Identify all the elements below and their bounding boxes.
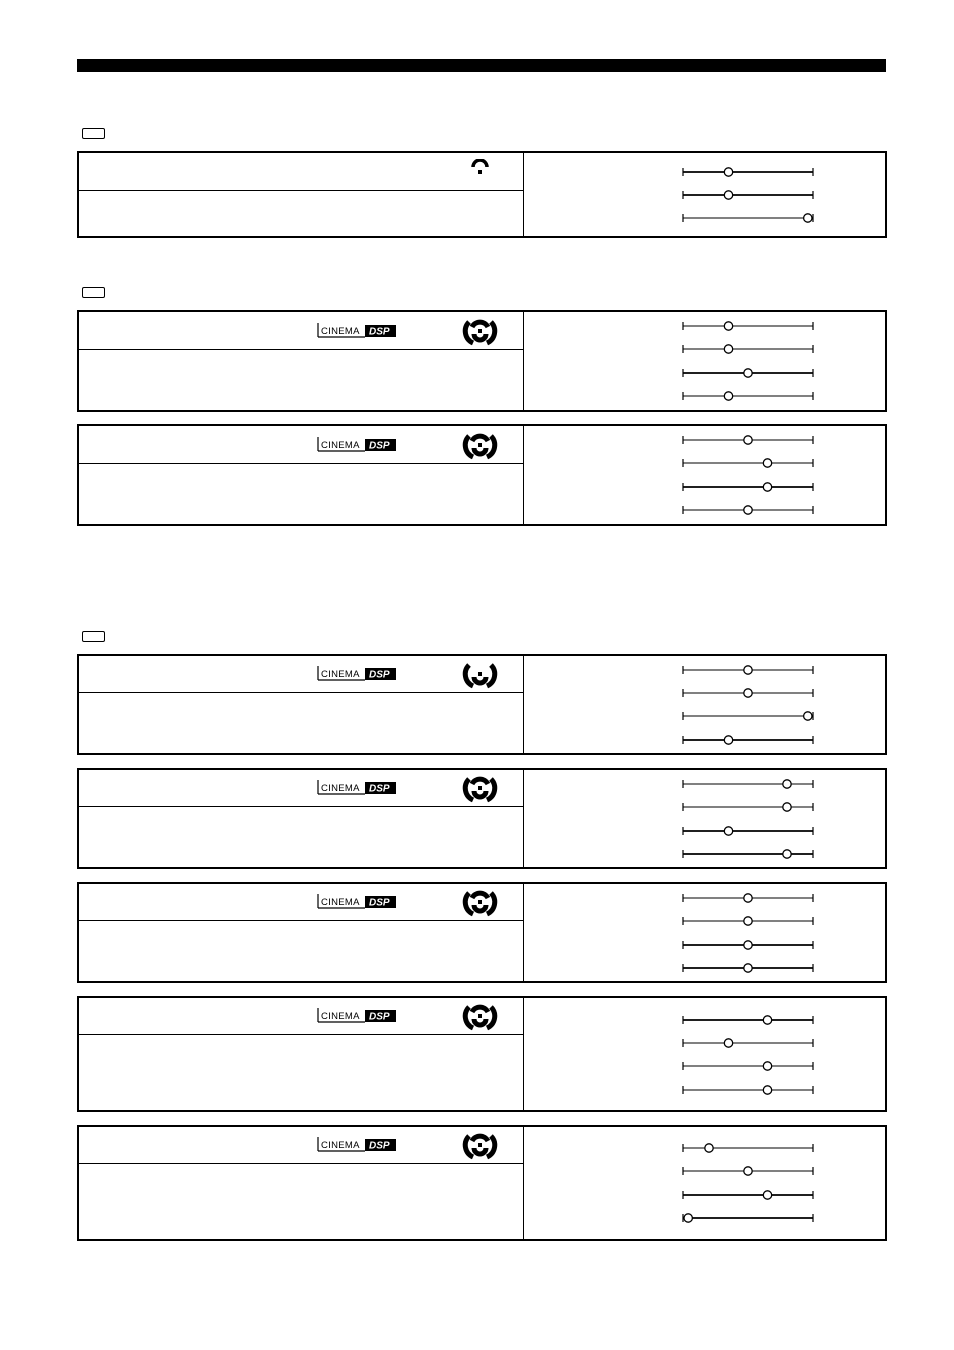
program-header (79, 656, 523, 693)
full-dsp-mark-icon (459, 1130, 501, 1160)
cinema-dsp-logo (317, 437, 397, 452)
program-header (79, 1127, 523, 1164)
svg-text:CINEMA: CINEMA (321, 1140, 360, 1151)
program-info (79, 153, 524, 236)
svg-text:CINEMA: CINEMA (321, 1011, 360, 1022)
parameter-slider (683, 191, 813, 199)
parameter-slider (683, 827, 813, 835)
slider-knob (783, 850, 791, 858)
parameter-slider (683, 1062, 813, 1070)
parameter-slider (683, 850, 813, 858)
parameter-slider (683, 214, 813, 222)
parameter-panel (524, 426, 885, 524)
program-header (79, 998, 523, 1035)
full-dsp-mark-icon (459, 430, 501, 460)
program-box (77, 1125, 887, 1241)
program-box (77, 882, 887, 983)
program-box (77, 654, 887, 755)
full-dsp-mark-icon (459, 887, 501, 917)
svg-text:DSP: DSP (369, 1140, 390, 1152)
parameter-slider (683, 1167, 813, 1175)
parameter-slider (683, 1016, 813, 1024)
parameter-slider (683, 506, 813, 514)
program-box (77, 310, 887, 412)
slider-knob (724, 345, 732, 353)
slider-knob (744, 369, 752, 377)
parameter-sliders (524, 153, 885, 236)
svg-text:DSP: DSP (369, 326, 390, 337)
parameter-slider (683, 369, 813, 377)
parameter-slider (683, 168, 813, 176)
slider-knob (724, 736, 732, 744)
parameter-slider (683, 1214, 813, 1222)
parameter-sliders (524, 312, 885, 410)
parameter-sliders (524, 998, 885, 1110)
slider-knob (763, 1191, 771, 1199)
parameter-sliders (524, 884, 885, 981)
parameter-slider (683, 803, 813, 811)
program-info (79, 426, 524, 524)
cinema-dsp-logo (317, 1137, 397, 1152)
full-dsp-mark-icon (459, 773, 501, 803)
parameter-sliders (524, 656, 885, 753)
svg-text:DSP: DSP (369, 1011, 390, 1023)
slider-knob (744, 506, 752, 514)
parameter-sliders (524, 1127, 885, 1239)
program-header (79, 153, 523, 191)
program-info (79, 770, 524, 867)
program-header (79, 312, 523, 350)
program-header (79, 770, 523, 807)
half-dsp-mark-icon (459, 659, 501, 689)
svg-text:CINEMA: CINEMA (321, 783, 360, 794)
slider-knob (744, 941, 752, 949)
parameter-panel (524, 153, 885, 236)
parameter-slider (683, 1039, 813, 1047)
slider-knob (763, 483, 771, 491)
cinema-dsp-logo (317, 666, 397, 681)
slider-knob (744, 894, 752, 902)
program-info (79, 1127, 524, 1239)
slider-knob (763, 1016, 771, 1024)
parameter-panel (524, 998, 885, 1110)
parameter-slider (683, 483, 813, 491)
parameter-slider (683, 345, 813, 353)
slider-knob (783, 780, 791, 788)
svg-text:CINEMA: CINEMA (321, 325, 360, 337)
slider-knob (724, 168, 732, 176)
full-dsp-mark-icon (459, 1001, 501, 1031)
svg-text:CINEMA: CINEMA (321, 439, 360, 451)
parameter-panel (524, 1127, 885, 1239)
cinema-dsp-logo (317, 323, 397, 338)
slider-knob (744, 964, 752, 972)
parameter-slider (683, 459, 813, 467)
parameter-slider (683, 1144, 813, 1152)
slider-knob (724, 1039, 732, 1047)
parameter-panel (524, 656, 885, 753)
program-info (79, 312, 524, 410)
parameter-slider (683, 712, 813, 720)
parameter-slider (683, 964, 813, 972)
parameter-slider (683, 917, 813, 925)
mode-tag-1 (82, 128, 105, 139)
svg-text:CINEMA: CINEMA (321, 897, 360, 908)
slider-knob (744, 666, 752, 674)
parameter-panel (524, 312, 885, 410)
cinema-dsp-logo (317, 780, 397, 795)
program-info (79, 884, 524, 981)
small-arc-icon (471, 159, 489, 175)
parameter-sliders (524, 770, 885, 867)
svg-text:CINEMA: CINEMA (321, 669, 360, 680)
parameter-panel (524, 884, 885, 981)
program-box (77, 768, 887, 869)
parameter-slider (683, 894, 813, 902)
program-info (79, 998, 524, 1110)
slider-knob (804, 214, 812, 222)
parameter-slider (683, 780, 813, 788)
parameter-slider (683, 1191, 813, 1199)
parameter-sliders (524, 426, 885, 524)
program-box (77, 996, 887, 1112)
slider-knob (763, 1086, 771, 1094)
svg-text:DSP: DSP (369, 440, 390, 451)
parameter-panel (524, 770, 885, 867)
slider-knob (724, 322, 732, 330)
parameter-slider (683, 736, 813, 744)
slider-knob (744, 917, 752, 925)
parameter-slider (683, 322, 813, 330)
slider-knob (763, 459, 771, 467)
parameter-slider (683, 941, 813, 949)
slider-knob (763, 1062, 771, 1070)
parameter-slider (683, 392, 813, 400)
svg-text:DSP: DSP (369, 669, 390, 681)
page-header-bar (77, 59, 886, 72)
slider-knob (724, 191, 732, 199)
program-header (79, 426, 523, 464)
program-header (79, 884, 523, 921)
slider-knob (744, 689, 752, 697)
mode-tag-2 (82, 287, 105, 298)
slider-knob (724, 827, 732, 835)
parameter-slider (683, 436, 813, 444)
slider-knob (804, 712, 812, 720)
parameter-slider (683, 689, 813, 697)
parameter-slider (683, 666, 813, 674)
program-box (77, 151, 887, 238)
svg-text:DSP: DSP (369, 897, 390, 909)
cinema-dsp-logo (317, 1008, 397, 1023)
slider-knob (783, 803, 791, 811)
mode-tag-3 (82, 631, 105, 642)
cinema-dsp-logo (317, 894, 397, 909)
slider-knob (705, 1144, 713, 1152)
program-info (79, 656, 524, 753)
program-box (77, 424, 887, 526)
slider-knob (724, 392, 732, 400)
slider-knob (744, 436, 752, 444)
svg-text:DSP: DSP (369, 783, 390, 795)
slider-knob (744, 1167, 752, 1175)
parameter-slider (683, 1086, 813, 1094)
slider-knob (684, 1214, 692, 1222)
full-dsp-mark-icon (459, 316, 501, 346)
